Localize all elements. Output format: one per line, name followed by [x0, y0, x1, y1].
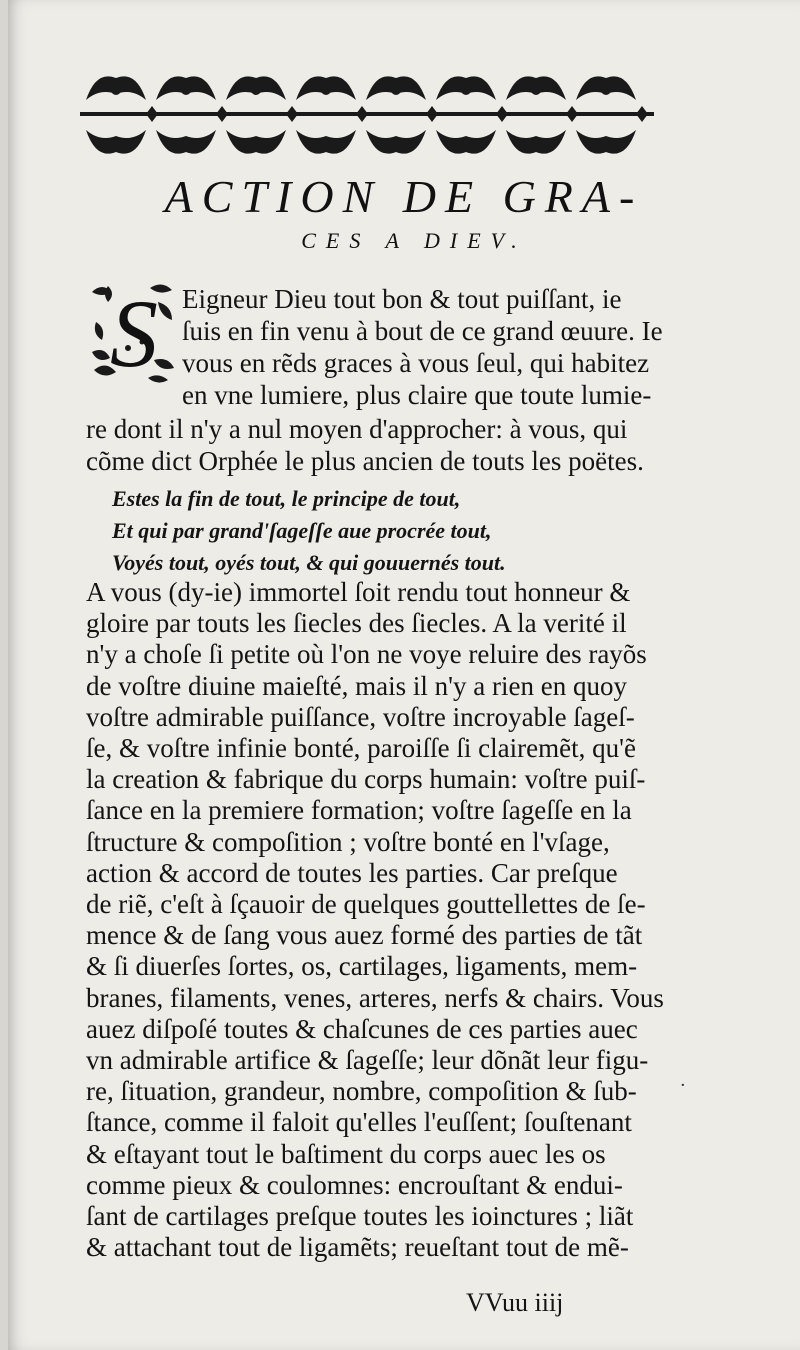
- text-line: & ſi diuerſes ſortes, os, cartilages, ligaments, mem-: [86, 951, 638, 982]
- text-line: branes, filaments, venes, arteres, nerfs & chairs. Vous: [86, 982, 664, 1013]
- text-line: de voſtre diuine maieſté, mais il n'y a rien en quoy: [86, 670, 627, 701]
- ornamental-header-band: [80, 60, 654, 172]
- text-line: auez diſpoſé toutes & chaſcunes de ces parties auec: [86, 1013, 638, 1044]
- book-page: [8, 0, 800, 1350]
- ornament-bud: [251, 85, 261, 95]
- ornament-bud: [111, 137, 121, 147]
- text-line: gloire par touts les ſiecles des ſiecles. A la verité il: [86, 608, 627, 639]
- ornament-bud: [601, 85, 611, 95]
- ornament-leaf: [216, 106, 228, 122]
- verse-line: Et qui par grand'ſageſſe aue procrée tout,: [112, 518, 492, 543]
- dropcap-letter: S: [110, 282, 158, 386]
- text-line: action & accord de toutes les parties. Car preſque: [86, 857, 618, 888]
- ornament-bud: [111, 85, 121, 95]
- dropcap-ornament: [88, 282, 178, 386]
- ornament-leaf: [356, 106, 368, 122]
- text-line: n'y a choſe ſi petite où l'on ne voye reluire des rayõs: [86, 639, 647, 670]
- ornament-bud: [251, 137, 261, 147]
- ornament-leaf: [496, 106, 508, 122]
- text-line: ſuis en fin venu à bout de ce grand œuure. Ie: [182, 316, 663, 346]
- text-line: comme pieux & coulomnes: encrouſtant & endui-: [86, 1169, 623, 1200]
- text-line: ſant de cartilages preſque toutes les ioinctures ; liãt: [86, 1201, 634, 1231]
- text-line: Eigneur Dieu tout bon & tout puiſſant, ie: [182, 284, 622, 314]
- ornament-bud: [321, 85, 331, 95]
- margin-mark: ·: [680, 1075, 686, 1096]
- text-line: ſe, & voſtre infinie bonté, paroiſſe ſi clairemẽt, qu'ẽ: [86, 733, 636, 763]
- page-subtitle: CES A DIEV.: [301, 228, 527, 253]
- ornament-bud: [461, 137, 471, 147]
- text-line: en vne lumiere, plus claire que toute lumie-: [182, 380, 652, 410]
- text-line: de riẽ, c'eſt à ſçauoir de quelques gouttellettes de ſe-: [86, 889, 646, 919]
- ornament-bud: [601, 137, 611, 147]
- ornament-bud: [321, 137, 331, 147]
- ornament-bud: [531, 137, 541, 147]
- text-line: mence & de ſang vous auez formé des parties de tãt: [86, 920, 643, 951]
- text-line: la creation & fabrique du corps humain: voſtre puiſ-: [86, 764, 646, 795]
- text-line: ſtance, comme il faloit qu'elles l'euſſent; ſouſtenant: [86, 1107, 632, 1138]
- ornament-bud: [461, 85, 471, 95]
- verse-line: Estes la fin de tout, le principe de tout,: [112, 486, 461, 511]
- page-title: ACTION DE GRA-: [164, 171, 644, 222]
- signature-mark: VVuu iiij: [466, 1288, 564, 1317]
- text-line: ſance en la premiere formation; voſtre ſageſſe en la: [86, 795, 632, 826]
- verse-line: Voyés tout, oyés tout, & qui gouuernés tout.: [112, 550, 506, 575]
- text-line: vous en rẽds graces à vous ſeul, qui habitez: [182, 348, 650, 378]
- text-line: & eſtayant tout le baſtiment du corps auec les os: [86, 1138, 606, 1169]
- ornament-leaf: [426, 106, 438, 122]
- text-line: re dont il n'y a nul moyen d'approcher: à vous, qui: [86, 414, 628, 444]
- text-line: cõme dict Orphée le plus ancien de touts les poëtes.: [86, 446, 644, 476]
- ornament-leaf: [146, 106, 158, 122]
- text-line: ſtructure & compoſition ; voſtre bonté en l'vſage,: [86, 826, 610, 857]
- text-line: vn admirable artifice & ſageſſe; leur dõnãt leur figu-: [86, 1045, 649, 1075]
- ornament-leaf: [566, 106, 578, 122]
- text-line: voſtre admirable puiſſance, voſtre incroyable ſageſ-: [86, 701, 635, 732]
- text-line: & attachant tout de ligamẽts; reueſtant tout de mẽ-: [86, 1232, 629, 1263]
- text-line: re, ſituation, grandeur, nombre, compoſition & ſub-: [86, 1076, 637, 1107]
- ornament-bud: [181, 137, 191, 147]
- ornament-bud: [531, 85, 541, 95]
- text-line: A vous (dy-ie) immortel ſoit rendu tout honneur &: [86, 577, 631, 607]
- ornament-leaf: [286, 106, 298, 122]
- ornament-bud: [391, 137, 401, 147]
- ornament-bud: [391, 85, 401, 95]
- ornament-leaf: [636, 106, 648, 122]
- ornament-bud: [181, 85, 191, 95]
